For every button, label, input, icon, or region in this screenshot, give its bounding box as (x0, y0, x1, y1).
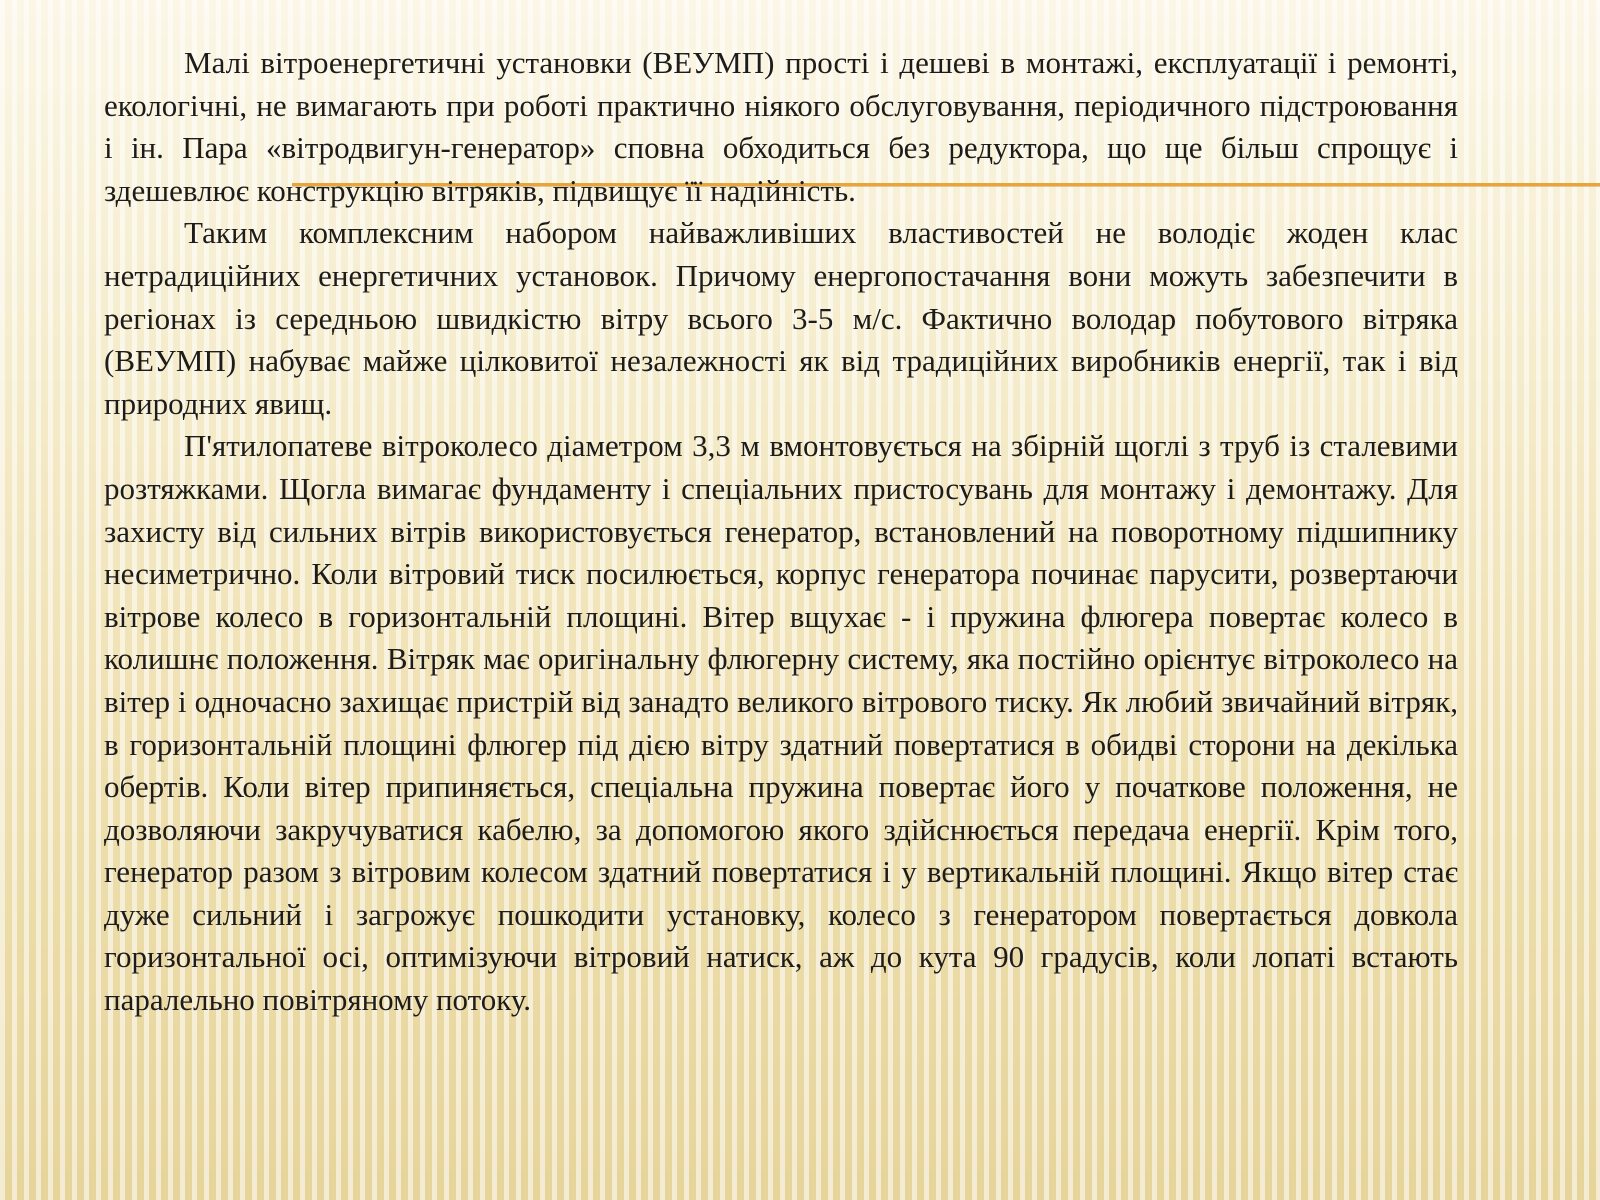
paragraph-3: П'ятилопатеве вітроколесо діаметром 3,3 м вмонтовується на збірній щоглі з труб із сталевими розтяжками. Щогла вимагає фундаменту і спеціальних пристосувань для монтажу і демонтажу. Для захисту від сильних вітрів використовується генератор, встановлений на поворотному підшипнику несиметрично. Коли вітровий тиск посилюється, корпус генератора починає парусити, розвертаючи вітрове колесо в горизонтальній площині. Вітер вщухає - і пружина флюгера повертає колесо в колишнє положення. Вітряк має оригінальну флюгерну систему, яка постійно орієнтує вітроколесо на вітер і одночасно захищає пристрій від занадто великого вітрового тиску. Як любий звичайний вітряк, в горизонтальній площині флюгер під дією вітру здатний повертатися в обидві сторони на декілька обертів. Коли вітер припиняється, спеціальна пружина повертає його у початкове положення, не дозволяючи закручуватися кабелю, за допомогою якого здійснюється передача енергії. Крім того, генератор разом з вітровим колесом здатний повертатися і у вертикальній площині. Якщо вітер стає дуже сильний і загрожує пошкодити установку, колесо з генератором повертається довкола горизонтальної осі, оптимізуючи вітровий натиск, аж до кута 90 градусів, коли лопаті встають паралельно повітряному потоку. (104, 428, 1458, 1018)
slide-text-body (104, 42, 1458, 1022)
paragraph-1: Малі вітроенергетичні установки (ВЕУМП) прості і дешеві в монтажі, експлуатації і ремонті, екологічні, не вимагають при роботі практично ніякого обслуговування, періодичного підстроювання і ін. Пара «вітродвигун-генератор» сповна обходиться без редуктора, що ще більш спрощує і здешевлює конструкцію вітряків, підвищує її надійність. (104, 45, 1458, 208)
paragraph-2: Таким комплексним набором найважливіших властивостей не володіє жоден клас нетрадиційних енергетичних установок. Причому енергопостачання вони можуть забезпечити в регіонах із середньою швидкістю вітру всього 3-5 м/с. Фактично володар побутового вітряка (ВЕУМП) набуває майже цілковитої незалежності як від традиційних виробників енергії, так і від природних явищ. (104, 215, 1458, 421)
